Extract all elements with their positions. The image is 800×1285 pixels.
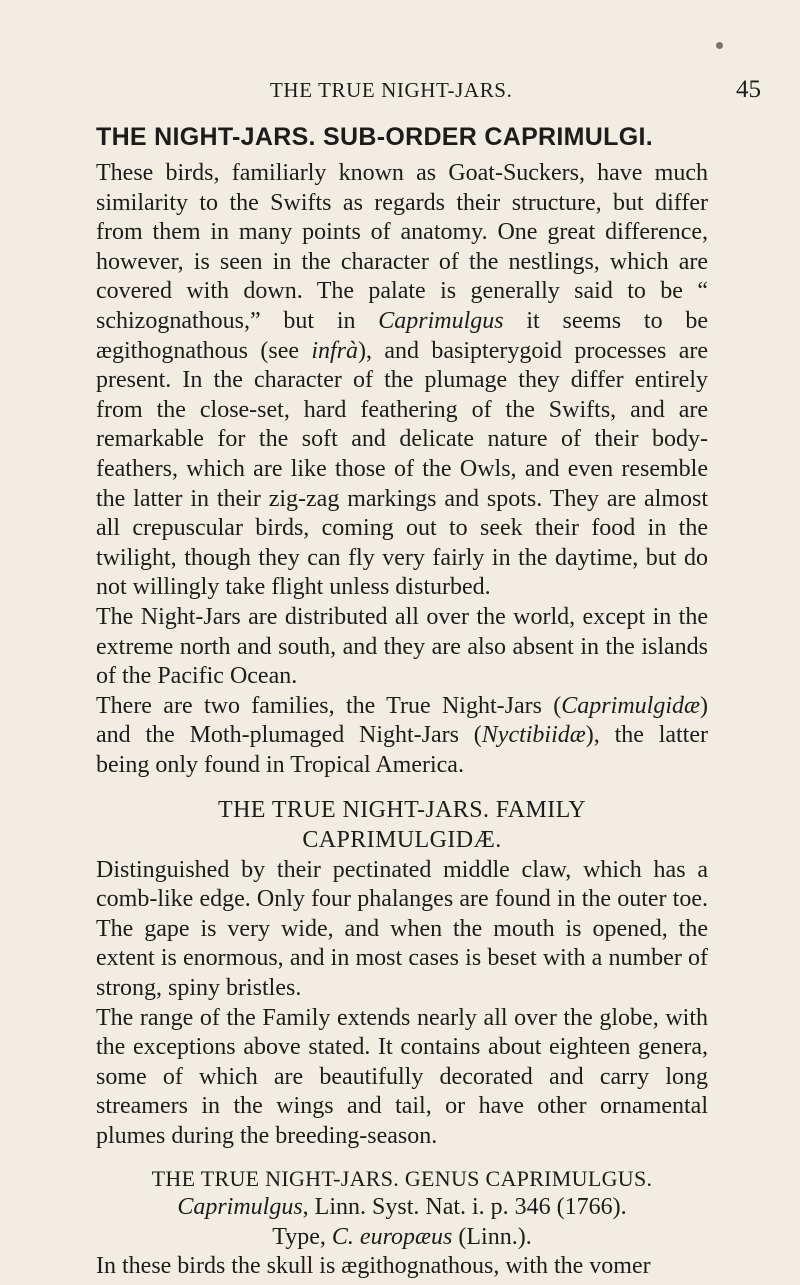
text-run: (Linn.).: [452, 1223, 532, 1250]
text-run: These birds, familiarly known as Goat-Suckers, have much similarity to the Swifts as regards their structure, but differ from them in many points of anatomy. One great difference, however, is seen in the character of the nestlings, which are covered with down. The palate is generally said to be “ schizognathous,” but in: [96, 160, 708, 334]
genus-heading: THE TRUE NIGHT-JARS. GENUS CAPRIMULGUS.: [151, 1165, 653, 1191]
family-heading-line: THE TRUE NIGHT-JARS. FAMILY: [218, 797, 586, 824]
cross-reference: infrà: [311, 337, 359, 364]
running-head: THE TRUE NIGHT-JARS.: [270, 78, 513, 102]
text-run: ), and basipterygoid processes are present. In the character of the plumage they differ entirely from the close-set, hard feathering of the Swifts, and are remarkable for the soft and delicate nature of their body-feathers, which are like those of the Owls, and even resemble the latter in their zig-zag markings and spots. They are almost all crepuscular birds, coming out to seek their food in the twilight, though they can fly very fairly in the daytime, but do not willingly take flight unless disturbed.: [96, 337, 708, 601]
section-title: THE NIGHT-JARS. SUB-ORDER CAPRIMULGI.: [96, 123, 653, 151]
paragraph-genus: In these birds the skull is ægithognathous, with the vomer: [96, 1253, 651, 1280]
text-run: it seems to be ægithognathous (see: [96, 307, 708, 364]
species-name: C. europæus: [331, 1223, 453, 1250]
paragraph-families: [96, 692, 708, 781]
family-heading-line: CAPRIMULGIDÆ.: [302, 827, 502, 854]
family-name: Nyctibiidæ: [481, 722, 586, 749]
paragraph-distribution: The Night-Jars are distributed all over the world, except in the extreme north and south, and they are also absent in the islands of the Pacific Ocean.: [96, 603, 708, 690]
genus-name: Caprimulgus: [177, 1194, 303, 1221]
text-run: , Linn. Syst. Nat. i. p. 346 (1766).: [302, 1194, 627, 1221]
text-run: Type,: [272, 1223, 332, 1250]
page-number: 45: [736, 76, 761, 103]
family-heading: [96, 796, 708, 855]
paragraph-intro: [96, 159, 708, 603]
body-text: [96, 159, 708, 1282]
paragraph-family-range: The range of the Family extends nearly all over the globe, with the exceptions above stated. It contains about eighteen genera, some of which are beautifully decorated and carry long streamers in the wings and tail, or have other ornamental plumes during the breeding-season.: [96, 1004, 708, 1149]
text-run: ), the latter being only found in Tropical America.: [96, 722, 708, 778]
family-name: Caprimulgidæ: [561, 692, 700, 719]
genus-name: Caprimulgus: [378, 307, 504, 334]
genus-citation: [96, 1193, 708, 1223]
paragraph-family-characters: Distinguished by their pectinated middle claw, which has a comb-like edge. Only four phalanges are found in the outer toe. The gape is very wide, and when the mouth is opened, the extent is enormous, and in most cases is beset with a number of strong, spiny bristles.: [96, 856, 708, 1002]
ink-speck: [716, 42, 723, 49]
text-run: There are two families, the True Night-Jars (: [96, 692, 562, 719]
type-species: [96, 1223, 708, 1253]
text-run: ) and the Moth-plumaged Night-Jars (: [96, 692, 708, 749]
